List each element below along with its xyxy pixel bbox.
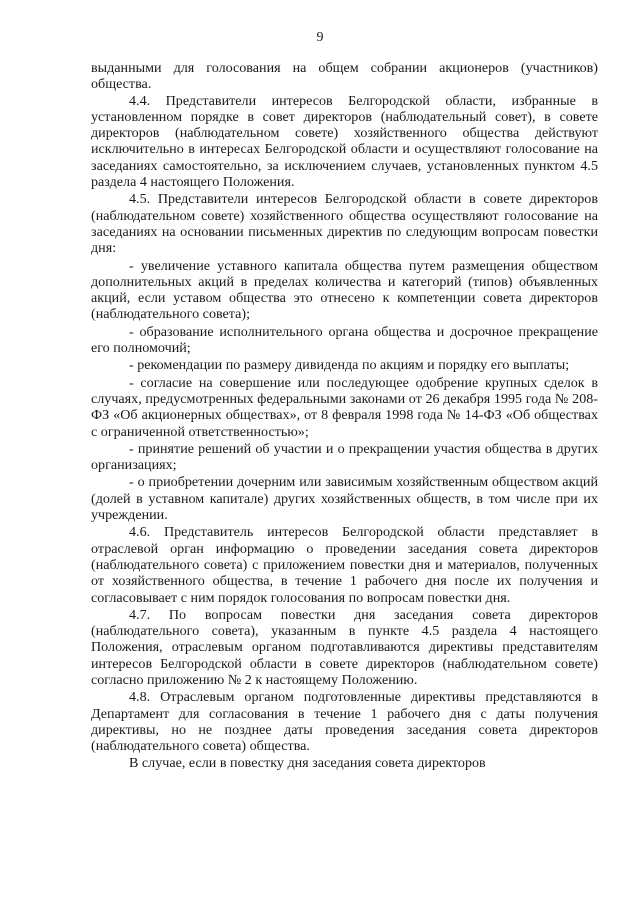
- page-number: 9: [316, 30, 324, 45]
- paragraph-4-7: 4.7. По вопросам повестки дня заседания совета директоров (наблюдательного совета), указанным в пункте 4.5 раздела 4 настоящего Положения, отраслевым органом подготавливаются директивы представителям интересов Белгородской области в совете директоров (наблюдательном совете) согласно приложению № 2 к настоящему Положению.: [91, 606, 598, 688]
- paragraph-4-8: 4.8. Отраслевым органом подготовленные директивы представляются в Департамент для согласования в течение 1 рабочего дня с даты получения директивы, но не позднее даты проведения заседания совета директоров (наблюдательного совета) общества.: [91, 689, 598, 755]
- paragraph-4-5: 4.5. Представители интересов Белгородской области в совете директоров (наблюдательном совете) хозяйственного общества осуществляют голосование на заседаниях на основании письменных директив по следующим вопросам повестки дня:: [91, 191, 598, 257]
- list-item-dividend: - рекомендации по размеру дивиденда по акциям и порядку его выплаты;: [129, 357, 570, 374]
- paragraph-4-4: 4.4. Представители интересов Белгородской области, избранные в установленном порядке в совет директоров (наблюдательный совет), в совете директоров (наблюдательном совете) хозяйственного общества действуют исключительно в интересах Белгородской области и осуществляют голосование на заседаниях самостоятельно, за исключением случаев, установленных пунктом 4.5 раздела 4 настоящего Положения.: [91, 92, 598, 191]
- paragraph-continuation: выданными для голосования на общем собрании акционеров (участников) общества.: [91, 60, 598, 93]
- paragraph-4-6: 4.6. Представитель интересов Белгородской области представляет в отраслевой орган информацию о проведении заседания совета директоров (наблюдательного совета) с приложением повестки дня и материалов, полученных от хозяйственного общества, в течение 1 рабочего дня после их получения и согласовывает с ним порядок голосования по вопросам повестки дня.: [91, 524, 598, 606]
- list-item-participation: - принятие решений об участии и о прекращении участия общества в других организациях;: [91, 440, 598, 474]
- list-item-major-deals: - согласие на совершение или последующее одобрение крупных сделок в случаях, предусмотренных федеральными законами от 26 декабря 1995 года № 208-ФЗ «Об акционерных обществах», от 8 февраля 1998 года № 14-ФЗ «Об обществах с ограниченной ответственностью»;: [91, 374, 598, 440]
- list-item-capital-increase: - увеличение уставного капитала общества путем размещения обществом дополнительных акций в пределах количества и категорий (типов) объявленных акций, если уставом общества это отнесено к компетенции совета директоров (наблюдательного совета);: [91, 257, 598, 323]
- list-item-subsidiary-acquisition: - о приобретении дочерним или зависимым хозяйственным обществом акций (долей в уставном капитале) других хозяйственных обществ, в том числе при их учреждении.: [91, 474, 598, 524]
- paragraph-in-case: В случае, если в повестку дня заседания совета директоров: [129, 755, 486, 772]
- document-body: [91, 60, 598, 772]
- list-item-executive-body: - образование исполнительного органа общества и досрочное прекращение его полномочий;: [91, 323, 598, 357]
